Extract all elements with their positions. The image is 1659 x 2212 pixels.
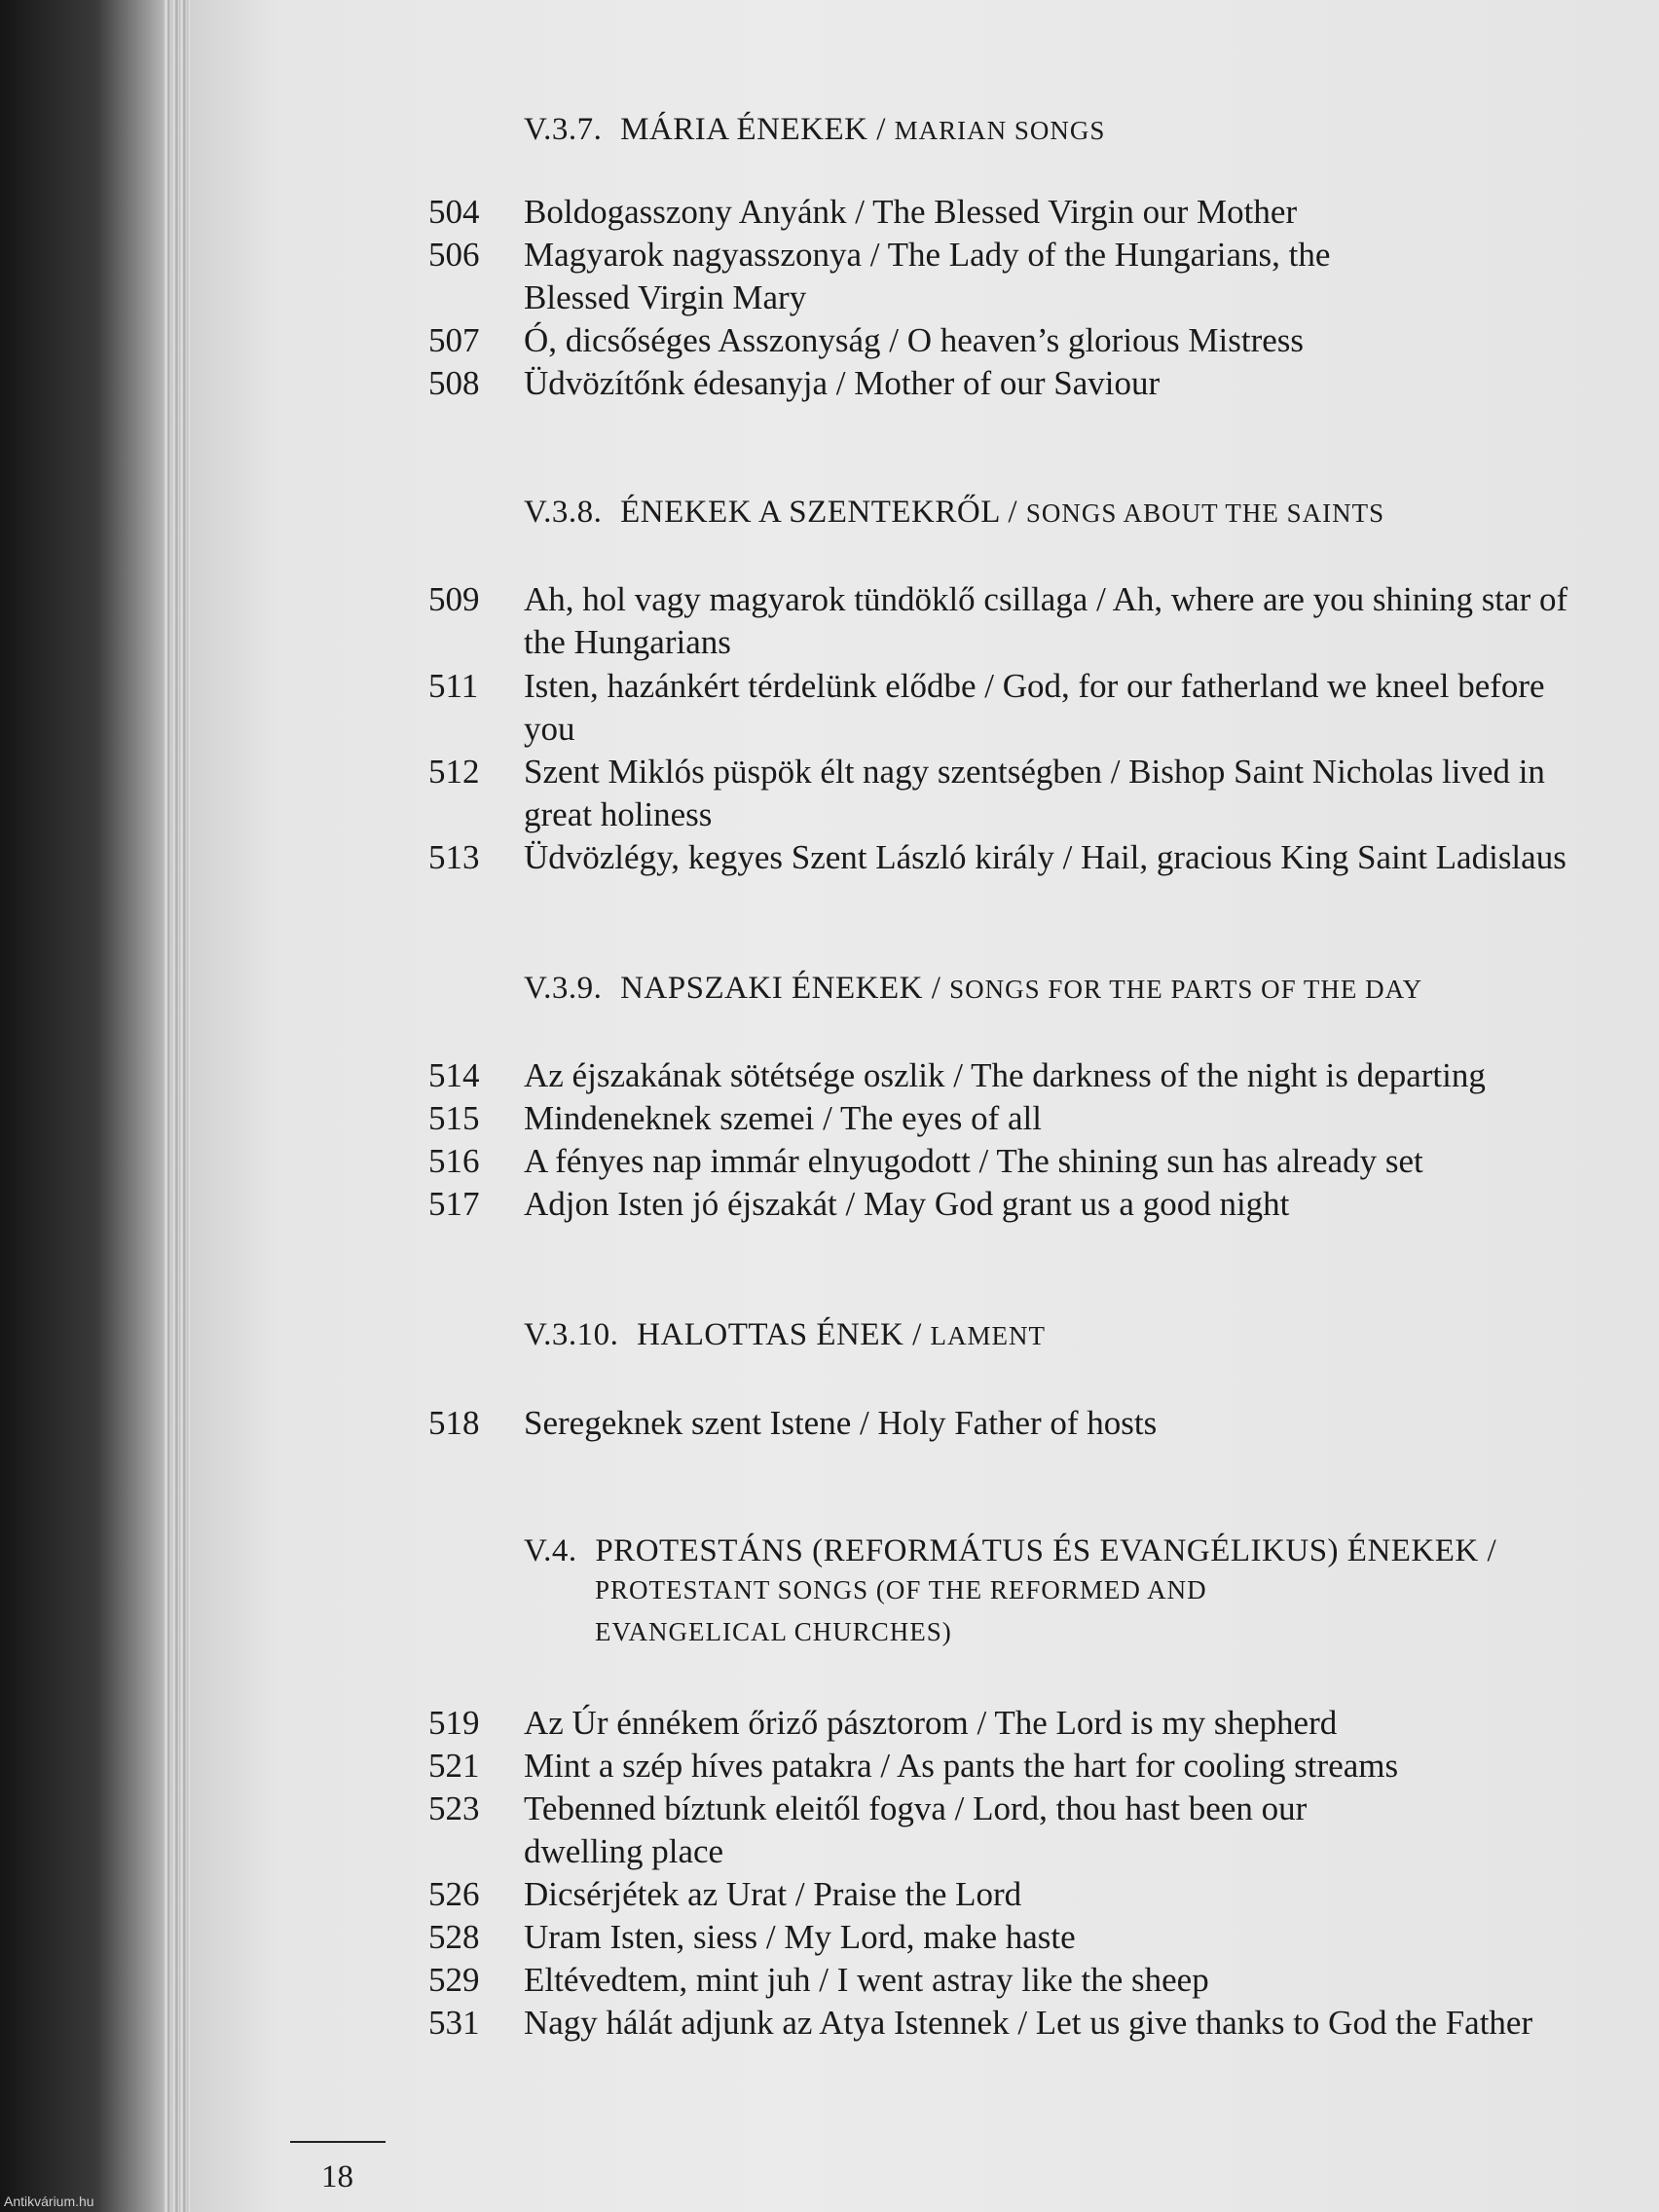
song-number: 518 — [428, 1404, 480, 1442]
song-title: Tebenned bíztunk eleitől fogva / Lord, thou hast been our dwelling place — [524, 1789, 1308, 1870]
page-edges — [164, 0, 193, 2212]
song-number: 516 — [428, 1142, 480, 1180]
song-entry — [428, 665, 1655, 751]
section-title-en: LAMENT — [930, 1321, 1046, 1350]
song-entry — [428, 1140, 1655, 1183]
song-title: Seregeknek szent Istene / Holy Father of hosts — [524, 1404, 1158, 1442]
song-title: Ah, hol vagy magyarok tündöklő csillaga / Ah, where are you shining star of the Hungarians — [524, 580, 1568, 661]
book-gutter-shadow — [0, 0, 175, 2212]
song-entry — [428, 1097, 1655, 1140]
section-title: PROTESTÁNS (REFORMÁTUS ÉS EVANGÉLIKUS) ÉNEKEK / — [595, 1533, 1497, 1568]
song-entry — [428, 1916, 1655, 1959]
section-code: V.3.9. — [524, 971, 603, 1006]
section-heading-saints: V.3.8. ÉNEKEK A SZENTEKRŐL / SONGS ABOUT THE SAINTS — [524, 495, 1385, 530]
watermark: Antikvárium.hu — [4, 2194, 94, 2209]
song-title: A fényes nap immár elnyugodott / The shining sun has already set — [524, 1142, 1423, 1180]
section-title-en-line2: EVANGELICAL CHURCHES) — [595, 1617, 952, 1646]
section-heading-parts-of-day: V.3.9. NAPSZAKI ÉNEKEK / SONGS FOR THE PARTS OF THE DAY — [524, 971, 1423, 1006]
song-title: Adjon Isten jó éjszakát / May God grant us a good night — [524, 1185, 1290, 1223]
song-title: Eltévedtem, mint juh / I went astray like the sheep — [524, 1961, 1209, 1999]
song-title: Üdvözlégy, kegyes Szent László király / Hail, gracious King Saint Ladislaus — [524, 838, 1567, 876]
song-number: 517 — [428, 1185, 480, 1223]
song-entry — [428, 1873, 1655, 1916]
song-title: Nagy hálát adjunk az Atya Istennek / Let us give thanks to God the Father — [524, 2004, 1533, 2042]
song-entry — [428, 1402, 1655, 1445]
song-entry — [428, 836, 1655, 879]
song-number: 528 — [428, 1918, 480, 1956]
song-number: 514 — [428, 1056, 480, 1094]
song-title: Az Úr énnékem őriző pásztorom / The Lord is my shepherd — [524, 1704, 1338, 1742]
song-entry — [428, 1959, 1655, 2002]
section-title: MÁRIA ÉNEKEK — [620, 112, 868, 147]
footer-rule — [290, 2141, 386, 2143]
section-code: V.4. — [524, 1533, 577, 1568]
song-entry — [428, 578, 1655, 664]
song-number: 506 — [428, 236, 480, 274]
song-number: 512 — [428, 753, 480, 791]
section-heading-lament: V.3.10. HALOTTAS ÉNEK / LAMENT — [524, 1317, 1046, 1352]
song-entry — [428, 1183, 1655, 1226]
section-heading-marian: V.3.7. MÁRIA ÉNEKEK / MARIAN SONGS — [524, 112, 1106, 147]
song-number: 509 — [428, 580, 480, 618]
song-number: 531 — [428, 2004, 480, 2042]
song-number: 523 — [428, 1789, 480, 1827]
song-entry — [428, 1054, 1655, 1097]
page-number: 18 — [321, 2159, 353, 2194]
song-entry — [428, 751, 1655, 836]
song-title: Ó, dicsőséges Asszonyság / O heaven’s glorious Mistress — [524, 321, 1305, 359]
section-title-en: SONGS ABOUT THE SAINTS — [1025, 498, 1385, 528]
song-number: 526 — [428, 1875, 480, 1913]
song-entry — [428, 234, 1655, 319]
section-code: V.3.7. — [524, 112, 603, 147]
song-title: Üdvözítőnk édesanyja / Mother of our Saviour — [524, 364, 1161, 402]
song-number: 521 — [428, 1747, 480, 1785]
song-title: Uram Isten, siess / My Lord, make haste — [524, 1918, 1076, 1956]
song-title: Szent Miklós püspök élt nagy szentségben / Bishop Saint Nicholas lived in great holiness — [524, 753, 1545, 833]
section-title: ÉNEKEK A SZENTEKRŐL — [620, 495, 1000, 530]
song-entry — [428, 362, 1655, 405]
song-entry — [428, 1788, 1655, 1873]
song-title: Magyarok nagyasszonya / The Lady of the Hungarians, the Blessed Virgin Mary — [524, 236, 1331, 316]
song-number: 504 — [428, 193, 480, 231]
section-title: NAPSZAKI ÉNEKEK — [620, 971, 923, 1006]
section-title: HALOTTAS ÉNEK — [637, 1317, 904, 1352]
section-code: V.3.8. — [524, 495, 603, 530]
song-number: 515 — [428, 1099, 480, 1137]
song-number: 529 — [428, 1961, 480, 1999]
song-entry — [428, 2002, 1655, 2045]
song-title: Isten, hazánkért térdelünk elődbe / God, for our fatherland we kneel before you — [524, 667, 1545, 748]
section-title-en: MARIAN SONGS — [894, 116, 1106, 145]
section-heading-protestant — [524, 1533, 1496, 1653]
song-title: Az éjszakának sötétsége oszlik / The darkness of the night is departing — [524, 1056, 1486, 1094]
song-entry — [428, 1702, 1655, 1745]
song-title: Boldogasszony Anyánk / The Blessed Virgin our Mother — [524, 193, 1298, 231]
section-title-en-line1: PROTESTANT SONGS (OF THE REFORMED AND — [595, 1575, 1207, 1604]
section-title-en: SONGS FOR THE PARTS OF THE DAY — [949, 975, 1423, 1004]
song-title: Mint a szép híves patakra / As pants the hart for cooling streams — [524, 1747, 1399, 1785]
song-number: 513 — [428, 838, 480, 876]
song-entry — [428, 1745, 1655, 1788]
song-title: Dicsérjétek az Urat / Praise the Lord — [524, 1875, 1022, 1913]
song-entry — [428, 319, 1655, 362]
song-title: Mindeneknek szemei / The eyes of all — [524, 1099, 1042, 1137]
song-number: 507 — [428, 321, 480, 359]
song-number: 511 — [428, 667, 479, 705]
song-number: 519 — [428, 1704, 480, 1742]
song-number: 508 — [428, 364, 480, 402]
section-code: V.3.10. — [524, 1317, 619, 1352]
song-entry — [428, 191, 1655, 234]
